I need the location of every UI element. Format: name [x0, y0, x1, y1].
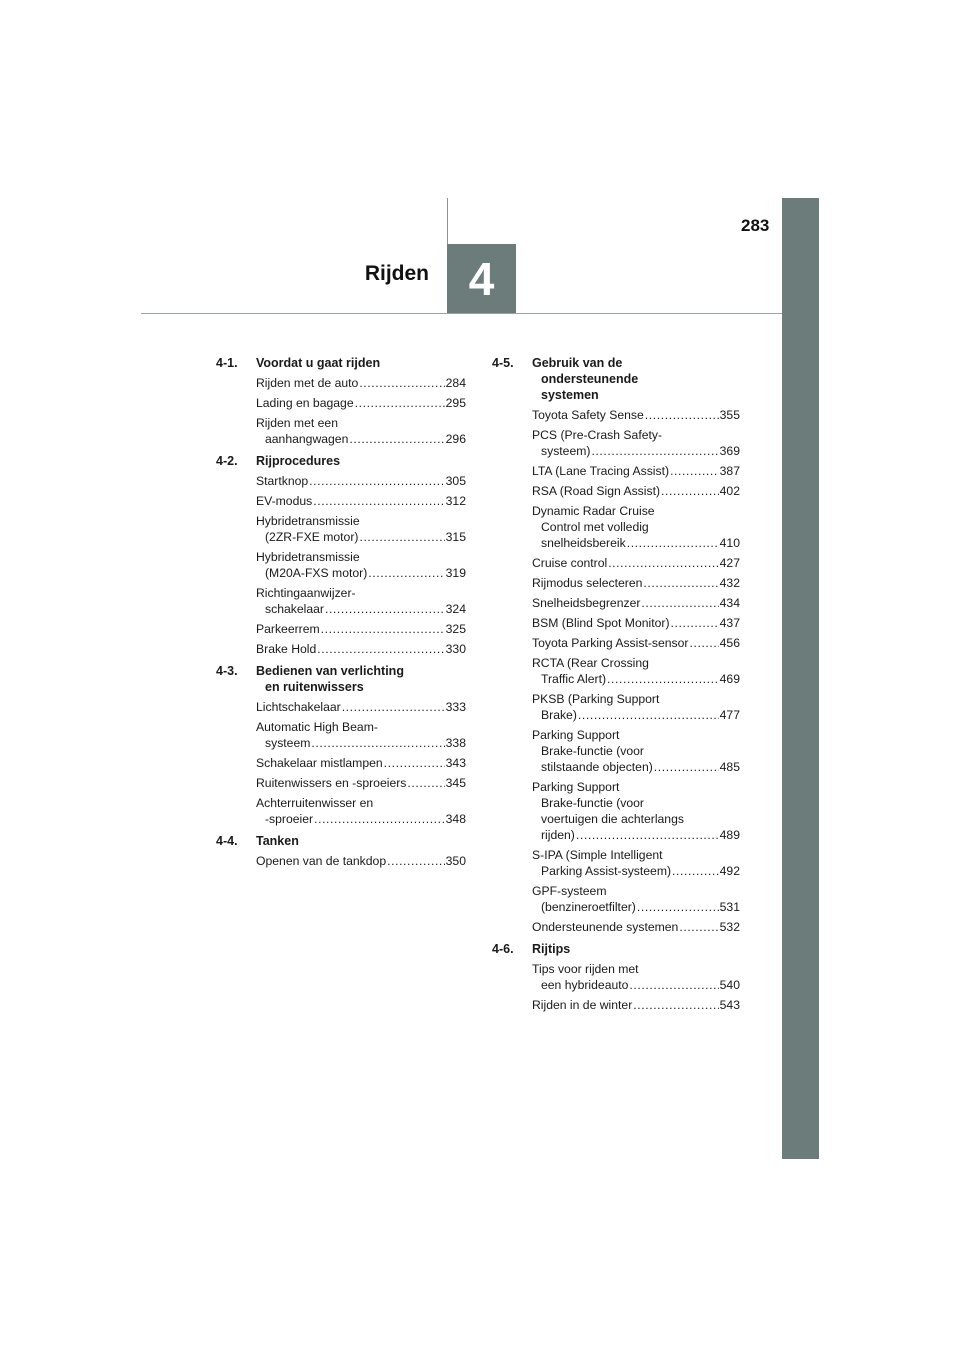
toc-entry-text: Openen van de tankdop — [256, 854, 387, 868]
toc-entry-page: 469 — [719, 672, 740, 686]
toc-entry-text: (2ZR-FXE motor) — [265, 530, 359, 544]
dot-leader — [591, 443, 718, 459]
toc-entry-page: 410 — [719, 536, 740, 550]
toc-entry-page: 492 — [719, 864, 740, 878]
toc-entry-text: Dynamic Radar Cruise — [532, 504, 655, 518]
toc-entry-page: 532 — [719, 920, 740, 934]
toc-entry-page: 284 — [445, 376, 466, 390]
toc-entry-text: RCTA (Rear Crossing — [532, 656, 649, 670]
toc-entry-text: Automatic High Beam- — [256, 720, 378, 734]
toc-right-column — [492, 355, 740, 1019]
toc-entry-page: 333 — [445, 700, 466, 714]
dot-leader — [654, 759, 719, 775]
toc-entry-text: Richtingaanwijzer- — [256, 586, 356, 600]
toc-entry[interactable] — [532, 847, 740, 879]
toc-entry[interactable] — [532, 635, 740, 651]
toc-entry[interactable] — [256, 699, 466, 715]
toc-entry-page: 330 — [445, 642, 466, 656]
toc-entry-text: Brake-functie (voor — [541, 744, 644, 758]
toc-entry-text: systeem — [265, 736, 311, 750]
dot-leader — [578, 707, 719, 723]
toc-entry-text: -sproeier — [265, 812, 314, 826]
toc-entry-text: schakelaar — [265, 602, 324, 616]
toc-entry-text: GPF-systeem — [532, 884, 607, 898]
toc-entry[interactable] — [256, 621, 466, 637]
toc-entry-text: Ondersteunende systemen — [532, 920, 679, 934]
toc-entry-page: 427 — [719, 556, 740, 570]
toc-entry-page: 456 — [719, 636, 740, 650]
chapter-number-box — [447, 244, 516, 313]
dot-leader — [355, 395, 445, 411]
toc-entry-text: (M20A-FXS motor) — [265, 566, 368, 580]
toc-entry-page: 543 — [719, 998, 740, 1012]
toc-entry-text: Rijmodus selecteren — [532, 576, 643, 590]
section-title-line: Tanken — [256, 834, 299, 848]
toc-entry-text: Lading en bagage — [256, 396, 354, 410]
section-title-line: ondersteunende — [541, 372, 639, 386]
toc-entry-page: 305 — [445, 474, 466, 488]
toc-entry-page: 338 — [445, 736, 466, 750]
section-number: 4-6. — [492, 942, 514, 956]
section-title-line: Gebruik van de — [532, 356, 623, 370]
toc-entry-page: 348 — [445, 812, 466, 826]
section-title-line: Bedienen van verlichting — [256, 664, 404, 678]
toc-entry[interactable] — [256, 395, 466, 411]
toc-entry[interactable] — [532, 883, 740, 915]
section-heading[interactable] — [492, 941, 740, 957]
section-title — [256, 453, 466, 469]
toc-entry[interactable] — [532, 779, 740, 843]
section-title — [532, 941, 740, 957]
section-number: 4-3. — [216, 664, 238, 678]
section-heading[interactable] — [216, 833, 466, 849]
dot-leader — [349, 431, 444, 447]
toc-entry[interactable] — [256, 493, 466, 509]
section-title-line: systemen — [541, 388, 599, 402]
toc-entry[interactable] — [532, 655, 740, 687]
section-number: 4-1. — [216, 356, 238, 370]
toc-entry[interactable] — [532, 595, 740, 611]
dot-leader — [325, 601, 445, 617]
toc-entry-text: Rijden met een — [256, 416, 338, 430]
toc-entry[interactable] — [256, 795, 466, 827]
dot-leader — [607, 671, 719, 687]
dot-leader — [637, 899, 719, 915]
section-title — [256, 355, 466, 371]
toc-section — [492, 355, 740, 935]
toc-entry-text: Lichtschakelaar — [256, 700, 341, 714]
chapter-title: Rijden — [364, 262, 429, 285]
toc-entry-text: EV-modus — [256, 494, 313, 508]
toc-entry-page: 324 — [445, 602, 466, 616]
toc-entry-text: Snelheidsbegrenzer — [532, 596, 641, 610]
toc-entry-text: Control met volledig — [541, 520, 649, 534]
toc-entry[interactable] — [532, 615, 740, 631]
toc-entry-text: aanhangwagen — [265, 432, 349, 446]
chapter-side-tab — [782, 198, 819, 1159]
toc-entry-text: rijden) — [541, 828, 575, 842]
dot-leader — [671, 615, 719, 631]
dot-leader — [359, 529, 444, 545]
toc-entry[interactable] — [256, 473, 466, 489]
toc-entry-text: Startknop — [256, 474, 309, 488]
toc-entry-page: 432 — [719, 576, 740, 590]
toc-entry-text: Cruise control — [532, 556, 608, 570]
dot-leader — [317, 641, 444, 657]
toc-section — [216, 833, 466, 869]
toc-entry-text: Traffic Alert) — [541, 672, 607, 686]
dot-leader — [679, 919, 718, 935]
toc-entry-text: PKSB (Parking Support — [532, 692, 660, 706]
toc-entry-text: Toyota Parking Assist-sensor — [532, 636, 689, 650]
dot-leader — [576, 827, 719, 843]
section-title-line: en ruitenwissers — [265, 680, 364, 694]
toc-entry-text: Parking Support — [532, 728, 620, 742]
toc-entry-page: 369 — [719, 444, 740, 458]
toc-entry-page: 540 — [719, 978, 740, 992]
toc-entry-text: (benzineroetfilter) — [541, 900, 636, 914]
section-heading[interactable] — [492, 355, 740, 403]
chapter-number: 4 — [468, 252, 495, 305]
toc-entry-text: Brake-functie (voor — [541, 796, 644, 810]
toc-section — [216, 453, 466, 657]
toc-entry-text: Hybridetransmissie — [256, 514, 360, 528]
toc-entry[interactable] — [256, 415, 466, 447]
toc-entry-page: 325 — [445, 622, 466, 636]
toc-entry-text: Brake Hold — [256, 642, 317, 656]
dot-leader — [311, 735, 444, 751]
toc-entry-text: Rijden in de winter — [532, 998, 633, 1012]
toc-section — [216, 355, 466, 447]
toc-entry[interactable] — [532, 555, 740, 571]
toc-entry-text: Tips voor rijden met — [532, 962, 639, 976]
toc-entry[interactable] — [532, 961, 740, 993]
toc-entry-text: Schakelaar mistlampen — [256, 756, 383, 770]
dot-leader — [384, 755, 445, 771]
toc-entry-text: Parking Support — [532, 780, 620, 794]
toc-entry-text: Parking Assist-systeem) — [541, 864, 672, 878]
section-heading[interactable] — [216, 453, 466, 469]
toc-entry-page: 319 — [445, 566, 466, 580]
dot-leader — [645, 407, 719, 423]
toc-entry[interactable] — [532, 503, 740, 551]
dot-leader — [368, 565, 444, 581]
dot-leader — [321, 621, 445, 637]
toc-entry[interactable] — [532, 427, 740, 459]
toc-entry-text: Ruitenwissers en -sproeiers — [256, 776, 407, 790]
section-title-line: Voordat u gaat rijden — [256, 356, 381, 370]
toc-entry[interactable] — [532, 997, 740, 1013]
dot-leader — [313, 493, 444, 509]
toc-entry[interactable] — [256, 641, 466, 657]
section-title — [256, 833, 466, 849]
toc-section — [216, 663, 466, 827]
toc-entry-text: Hybridetransmissie — [256, 550, 360, 564]
section-number: 4-4. — [216, 834, 238, 848]
toc-entry-text: Parkeerrem — [256, 622, 320, 636]
toc-entry[interactable] — [256, 755, 466, 771]
section-title — [532, 355, 740, 403]
toc-left-column — [216, 355, 466, 875]
toc-entry-page: 477 — [719, 708, 740, 722]
toc-entry[interactable] — [256, 549, 466, 581]
dot-leader — [661, 483, 719, 499]
toc-entry-page: 485 — [719, 760, 740, 774]
dot-leader — [629, 977, 718, 993]
toc-entry[interactable] — [256, 853, 466, 869]
dot-leader — [359, 375, 444, 391]
toc-entry-text: RSA (Road Sign Assist) — [532, 484, 661, 498]
dot-leader — [387, 853, 445, 869]
page-number: 283 — [741, 216, 770, 235]
toc-entry-page: 312 — [445, 494, 466, 508]
toc-entry-text: Toyota Safety Sense — [532, 408, 644, 422]
toc-section — [492, 941, 740, 1013]
toc-entry-text: systeem) — [541, 444, 591, 458]
dot-leader — [627, 535, 719, 551]
section-heading[interactable] — [216, 663, 466, 695]
section-number: 4-5. — [492, 356, 514, 370]
toc-entry[interactable] — [256, 775, 466, 791]
dot-leader — [342, 699, 445, 715]
toc-entry-page: 437 — [719, 616, 740, 630]
dot-leader — [689, 635, 718, 651]
toc-entry-text: BSM (Blind Spot Monitor) — [532, 616, 670, 630]
toc-entry-text: PCS (Pre-Crash Safety- — [532, 428, 663, 442]
toc-entry[interactable] — [532, 691, 740, 723]
header-vertical-rule — [447, 198, 448, 244]
dot-leader — [670, 463, 719, 479]
section-number: 4-2. — [216, 454, 238, 468]
section-title-line: Rijprocedures — [256, 454, 341, 468]
toc-entry[interactable] — [532, 575, 740, 591]
dot-leader — [608, 555, 718, 571]
toc-entry-text: LTA (Lane Tracing Assist) — [532, 464, 670, 478]
toc-entry-page: 531 — [719, 900, 740, 914]
dot-leader — [407, 775, 444, 791]
toc-entry[interactable] — [532, 727, 740, 775]
toc-entry-page: 315 — [445, 530, 466, 544]
toc-entry[interactable] — [256, 375, 466, 391]
toc-entry-page: 343 — [445, 756, 466, 770]
toc-entry-page: 296 — [445, 432, 466, 446]
toc-entry[interactable] — [256, 513, 466, 545]
toc-entry[interactable] — [532, 483, 740, 499]
dot-leader — [643, 575, 718, 591]
toc-entry[interactable] — [532, 407, 740, 423]
toc-entry-page: 402 — [719, 484, 740, 498]
toc-entry-text: snelheidsbereik — [541, 536, 626, 550]
dot-leader — [641, 595, 718, 611]
toc-entry-page: 489 — [719, 828, 740, 842]
toc-entry[interactable] — [532, 463, 740, 479]
header-horizontal-rule — [141, 313, 782, 314]
toc-entry-page: 434 — [719, 596, 740, 610]
toc-entry[interactable] — [256, 719, 466, 751]
toc-entry-text: voertuigen die achterlangs — [541, 812, 684, 826]
toc-entry-text: Brake) — [541, 708, 577, 722]
toc-entry-text: een hybrideauto — [541, 978, 629, 992]
toc-entry-page: 350 — [445, 854, 466, 868]
dot-leader — [309, 473, 444, 489]
toc-entry-text: Rijden met de auto — [256, 376, 359, 390]
toc-entry-text: stilstaande objecten) — [541, 760, 653, 774]
toc-entry-page: 295 — [445, 396, 466, 410]
dot-leader — [633, 997, 718, 1013]
toc-entry[interactable] — [532, 919, 740, 935]
section-heading[interactable] — [216, 355, 466, 371]
section-title-line: Rijtips — [532, 942, 571, 956]
toc-entry[interactable] — [256, 585, 466, 617]
toc-entry-text: Achterruitenwisser en — [256, 796, 374, 810]
toc-entry-page: 387 — [719, 464, 740, 478]
dot-leader — [314, 811, 445, 827]
dot-leader — [672, 863, 719, 879]
section-title — [256, 663, 466, 695]
toc-entry-page: 345 — [445, 776, 466, 790]
toc-entry-page: 355 — [719, 408, 740, 422]
toc-entry-text: S-IPA (Simple Intelligent — [532, 848, 663, 862]
